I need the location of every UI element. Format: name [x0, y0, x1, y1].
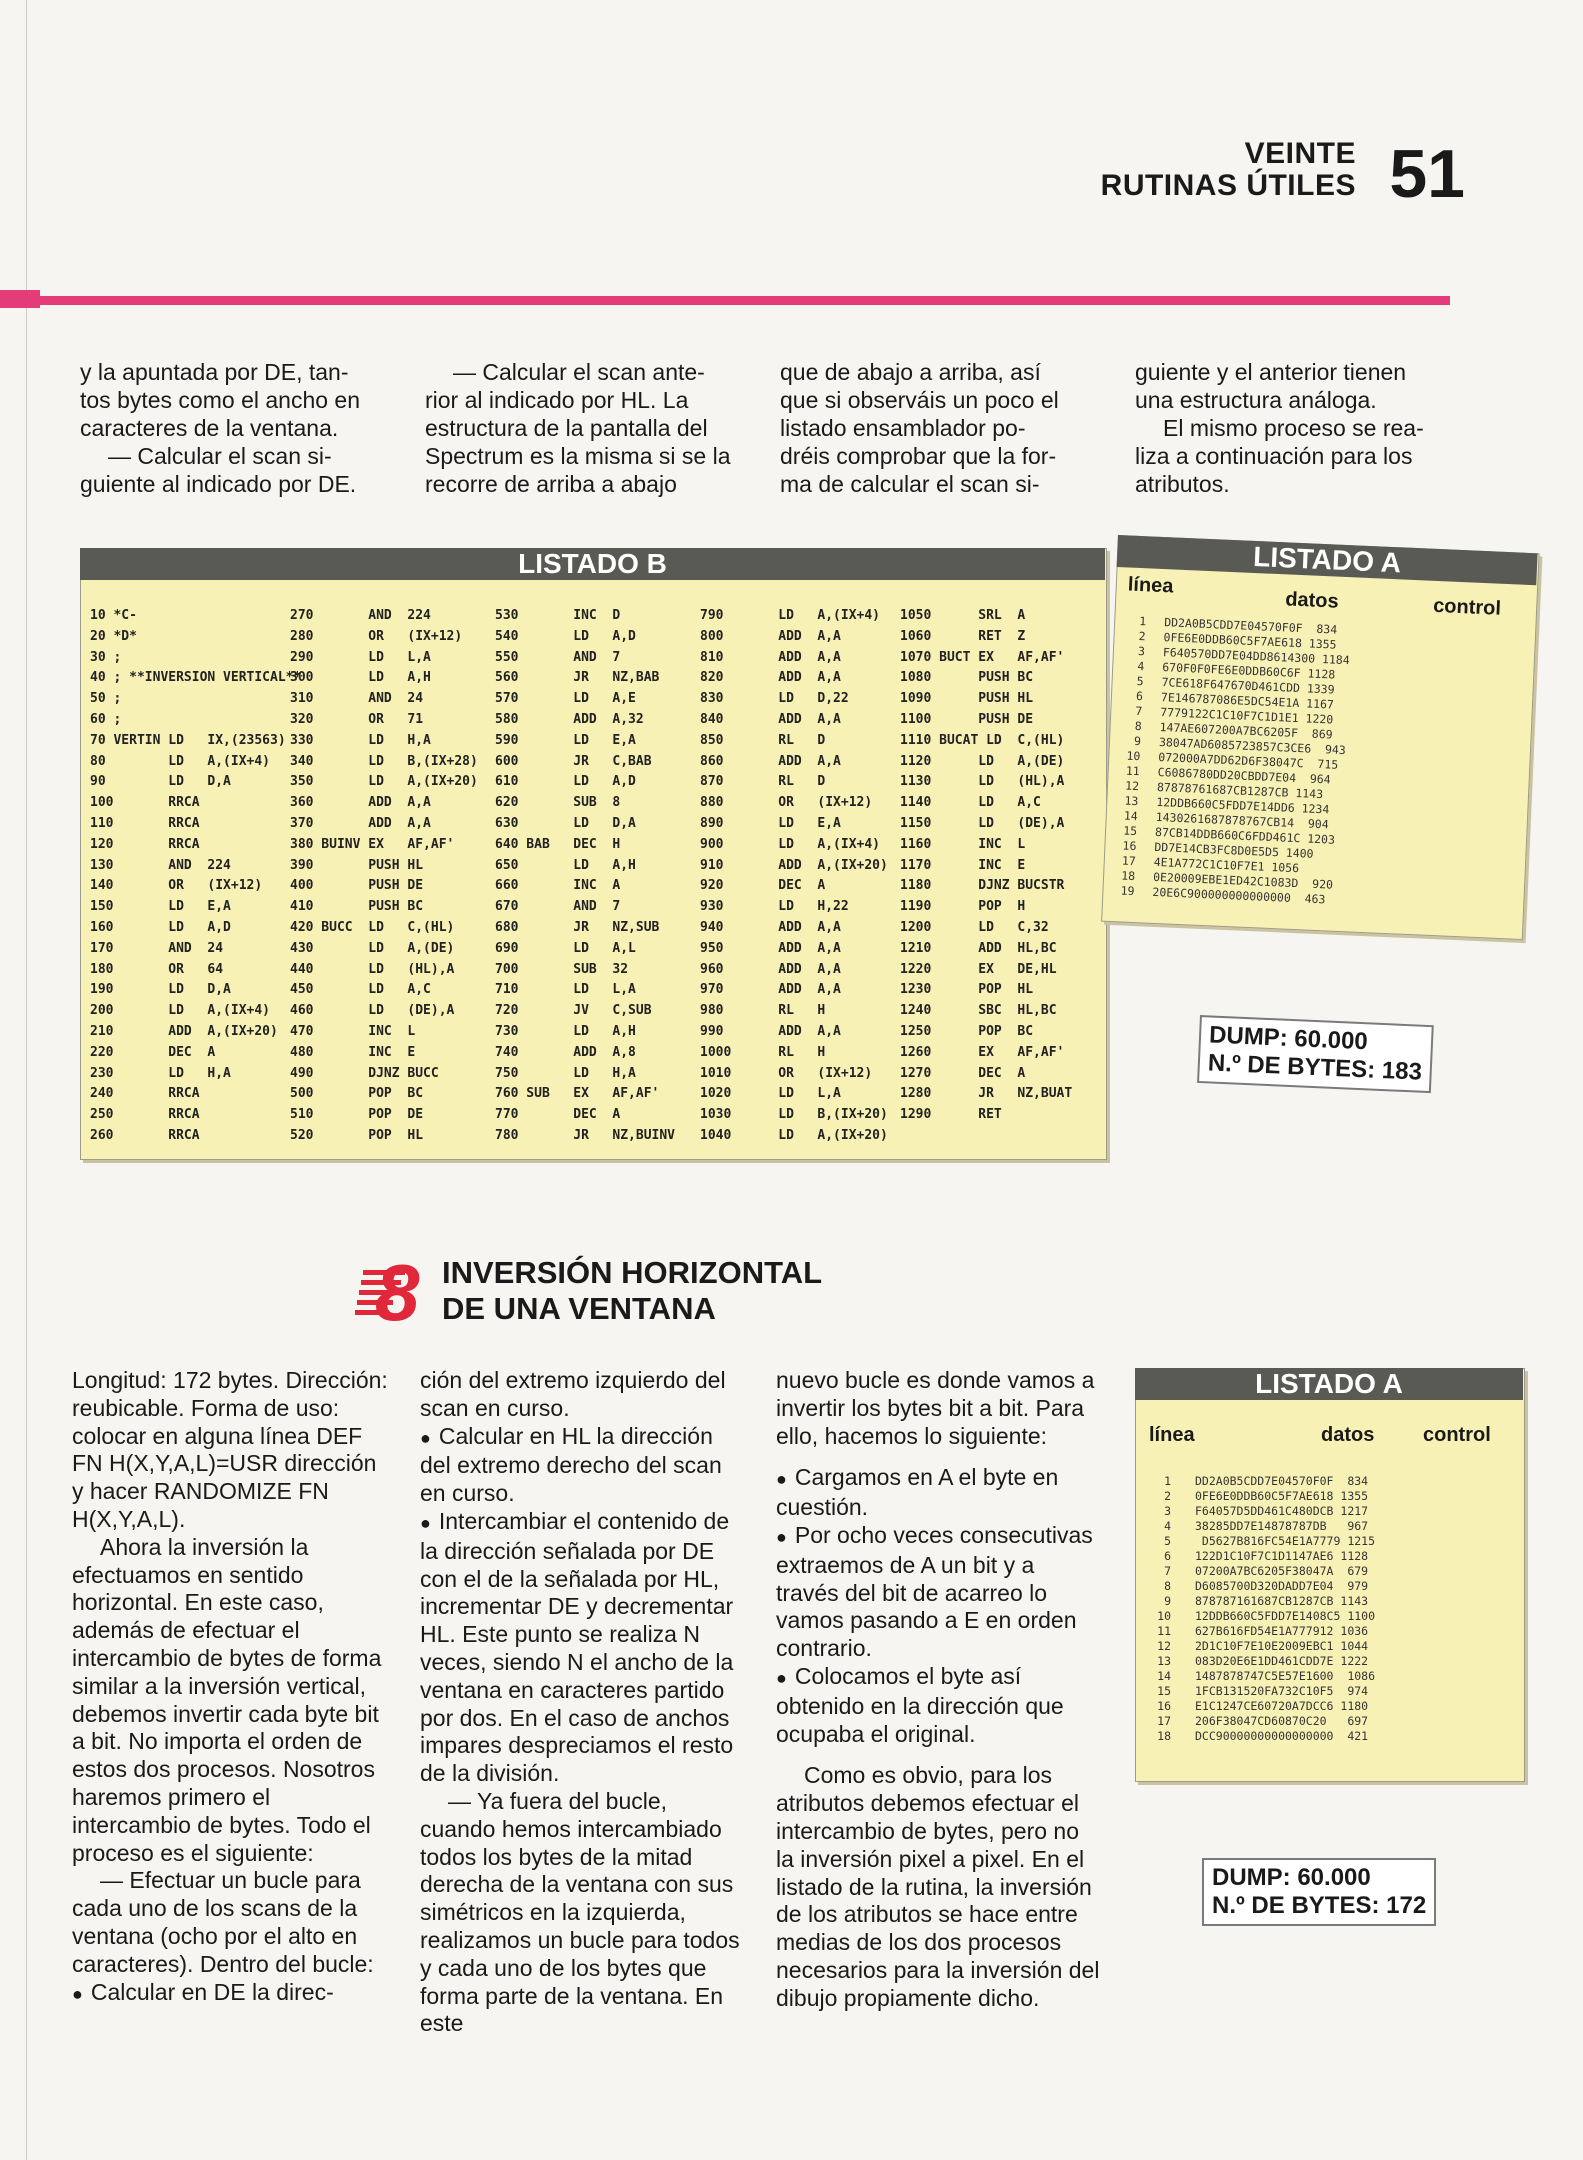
- line-number: 6: [1135, 688, 1144, 704]
- listing-a-bottom-title: LISTADO A: [1135, 1368, 1523, 1400]
- section-title-line-2: DE UNA VENTANA: [442, 1291, 716, 1326]
- line-number: 15: [1122, 823, 1138, 839]
- body-column-1: [72, 1367, 390, 2008]
- line-number: 17: [1157, 1714, 1171, 1728]
- page-margin: [0, 0, 27, 2160]
- listing-b-column-1: 10 *C- 20 *D* 30 ; 40 ; **INVERSION VERTICAL** 50 ; 60 ; 70 VERTIN LD IX,(23563) 80 LD A,(IX+4) 90 LD D,A 100 RRCA 110 RRCA 120 RRCA 130 AND 224 140 OR (IX+12) 150 LD E,A 160 LD A,D 170 AND 24 180 OR 64 190 LD D,A 200 LD A,(IX+4) 210 ADD A,(IX+20) 220 DEC A 230 LD H,A 240 RRCA 250 RRCA 260 RRCA: [90, 608, 302, 1143]
- line-number: 5: [1136, 673, 1144, 689]
- column-header-data: datos: [1321, 1424, 1375, 1446]
- bytes-label: N.º DE BYTES: 172: [1212, 1892, 1427, 1919]
- dump-label: DUMP: 60.000: [1208, 1021, 1369, 1056]
- line-number: 12: [1157, 1639, 1171, 1653]
- body-column-3: [776, 1367, 1101, 2013]
- page-number: 51: [1389, 136, 1465, 212]
- text-line: listado ensamblador po-: [780, 415, 1026, 441]
- body-column-2: [420, 1367, 745, 2038]
- text-line: — Calcular el scan si-: [108, 443, 332, 469]
- line-number: 11: [1157, 1624, 1171, 1638]
- line-number: 16: [1122, 838, 1137, 854]
- listing-a-bottom-card: [1135, 1368, 1523, 1780]
- text-line: estructura de la pantalla del: [425, 415, 708, 441]
- running-header: [1101, 138, 1356, 202]
- column-header-line: línea: [1149, 1424, 1195, 1446]
- line-number: 4: [1164, 1519, 1171, 1533]
- text-line: tos bytes como el ancho en: [80, 387, 360, 413]
- text-line: caracteres de la ventana.: [80, 415, 339, 441]
- line-number: 2: [1138, 629, 1146, 644]
- listing-a-top-data: DD2A0B5CDD7E04570F0F 834 0FE6E0DDB60C5F7AE618 1355 F640570DD7E04DD8614300 1184 670F0F0FE6E0DDB60C6F 1128 7CE618F647670D461CDD 1339 7E146787086E5DC54E1A 1167 7779122C1C10F7C1D1E1 1220 147AE607200A7BC6205F 869 38047AD6085723857C3CE6 943 072000A7DD62D6F38047C 715 C6086780DD20CBDD7E04 964 87878761687CB1287CB 1143 12DDB660C5FDD7E14DD6 1234 1430261687878767CB14 904 87CB14DDB660C6FDD461C 1203 DD7E14CB3FC8D0E5D5 1400 4E1A772C1C10F7E1 1056 0E20009EBE1ED42C1083D 920 20E6C900000000000000 463: [1152, 615, 1351, 907]
- line-number: 7: [1135, 703, 1143, 719]
- line-number: 5: [1164, 1534, 1171, 1548]
- line-number: 4: [1137, 658, 1145, 674]
- line-number: 6: [1164, 1549, 1171, 1563]
- paragraph: — Ya fuera del bucle, cuando hemos intercambiado todos los bytes de la mitad derecha de la ventana con sus simétricos en la izquierda, realizamos un bucle para todos y cada uno de los bytes que forma parte de la ventana. En este: [420, 1787, 740, 2037]
- text-line: atributos.: [1135, 471, 1230, 497]
- line-number: 13: [1157, 1654, 1171, 1668]
- text-line: liza a continuación para los: [1135, 443, 1413, 469]
- text-line: El mismo proceso se rea-: [1163, 415, 1424, 441]
- text-line: y la apuntada por DE, tan-: [80, 359, 349, 385]
- line-number: 18: [1120, 868, 1136, 884]
- line-number: 14: [1157, 1669, 1171, 1683]
- dump-label: DUMP: 60.000: [1212, 1864, 1371, 1891]
- listing-b-title: LISTADO B: [80, 548, 1105, 580]
- line-number: 1: [1139, 614, 1147, 629]
- text-line: Spectrum es la misma si se la: [425, 443, 731, 469]
- text-line: recorre de arriba a abajo: [425, 471, 677, 497]
- paragraph: Como es obvio, para los atributos debemos efectuar el intercambio de bytes, pero no la inversión pixel a pixel. En el listado de la rutina, la inversión de los atributos se hace entre medias de los dos procesos necesarios para la inversión del dibujo propiamente dicho.: [776, 1762, 1100, 2011]
- dump-box-bottom: [1202, 1858, 1436, 1926]
- listing-a-top-card: [1101, 535, 1537, 938]
- text-line: guiente y el anterior tienen: [1135, 359, 1407, 385]
- margin-tab: [0, 290, 40, 308]
- text-line: que de abajo a arriba, así: [780, 359, 1041, 385]
- text-line: guiente al indicado por DE.: [80, 471, 357, 497]
- listing-b-column-2: 270 AND 224 280 OR (IX+12) 290 LD L,A 300 LD A,H 310 AND 24 320 OR 71 330 LD H,A 340 LD B,(IX+28) 350 LD A,(IX+20) 360 ADD A,A 370 ADD A,A 380 BUINV EX AF,AF' 390 PUSH HL 400 PUSH DE 410 PUSH BC 420 BUCC LD C,(HL) 430 LD A,(DE) 440 LD (HL),A 450 LD A,C 460 LD (DE),A 470 INC L 480 INC E 490 DJNZ BUCC 500 POP BC 510 POP DE 520 POP HL: [290, 608, 478, 1143]
- line-number: 9: [1133, 733, 1142, 749]
- line-number: 15: [1157, 1684, 1171, 1698]
- header-line-1: VEINTE: [1244, 137, 1356, 170]
- section-title: [442, 1255, 822, 1327]
- listing-a-top-title: LISTADO A: [1117, 535, 1538, 585]
- bullet-item: ● Por ocho veces consecutivas extraemos de A un bit y a través del bit de acarreo lo vamos pasando a E en orden contrario.: [776, 1522, 1101, 1663]
- line-number: 3: [1137, 643, 1146, 659]
- top-column-3: [780, 358, 1105, 498]
- bullet-item: ● Intercambiar el contenido de la dirección señalada por DE con el de la señalada por HL, incrementar DE y decrementar HL. Este punto se realiza N veces, siendo N el ancho de la ventana en caracteres partido por dos. En el caso de anchos impares despreciamos el resto de la división.: [420, 1508, 745, 1788]
- section-title-line-1: INVERSIÓN HORIZONTAL: [442, 1255, 823, 1290]
- listing-b-column-5: 1050 SRL A 1060 RET Z 1070 BUCT EX AF,AF' 1080 PUSH BC 1090 PUSH HL 1100 PUSH DE 1110 BUCAT LD C,(HL) 1120 LD A,(DE) 1130 LD (HL),A 1140 LD A,C 1150 LD (DE),A 1160 INC L 1170 INC E 1180 DJNZ BUCSTR 1190 POP H 1200 LD C,32 1210 ADD HL,BC 1220 EX DE,HL 1230 POP HL 1240 SBC HL,BC 1250 POP BC 1260 EX AF,AF' 1270 DEC A 1280 JR NZ,BUAT 1290 RET: [900, 608, 1073, 1123]
- line-number: 16: [1157, 1699, 1171, 1713]
- line-number: 14: [1123, 808, 1139, 824]
- bullet-item: ● Cargamos en A el byte en cuestión.: [776, 1464, 1101, 1522]
- paragraph: ción del extremo izquierdo del scan en curso.: [420, 1367, 726, 1421]
- bytes-label: N.º DE BYTES: 183: [1207, 1049, 1423, 1086]
- line-number: 10: [1157, 1609, 1171, 1623]
- line-number: 1: [1164, 1474, 1171, 1488]
- header-rule: [0, 296, 1450, 305]
- line-number: 18: [1157, 1729, 1171, 1743]
- text-line: ma de calcular el scan si-: [780, 471, 1040, 497]
- routine-specs: Longitud: 172 bytes. Dirección: reubicable. Forma de uso: colocar en alguna línea DEF FN H(X,Y,A,L)=USR dirección y hacer RANDOMIZE FN H(X,Y,A,L).: [72, 1367, 388, 1532]
- line-number: 13: [1124, 793, 1139, 809]
- column-header-line: línea: [1127, 573, 1174, 598]
- section-number: 8: [375, 1250, 420, 1330]
- header-line-2: RUTINAS ÚTILES: [1100, 169, 1356, 202]
- line-number: 3: [1164, 1504, 1171, 1518]
- bullet-item: ● Colocamos el byte así obtenido en la dirección que ocupaba el original.: [776, 1663, 1101, 1748]
- text-line: rior al indicado por HL. La: [425, 387, 689, 413]
- listing-b-column-3: 530 INC D 540 LD A,D 550 AND 7 560 JR NZ,BAB 570 LD A,E 580 ADD A,32 590 LD E,A 600 JR C,BAB 610 LD A,D 620 SUB 8 630 LD D,A 640 BAB DEC H 650 LD A,H 660 INC A 670 AND 7 680 JR NZ,SUB 690 LD A,L 700 SUB 32 710 LD L,A 720 JV C,SUB 730 LD A,H 740 ADD A,8 750 LD H,A 760 SUB EX AF,AF' 770 DEC A 780 JR NZ,BUINV: [495, 608, 676, 1143]
- bullet-item: ● Calcular en DE la direc-: [72, 1979, 390, 2009]
- line-number: 9: [1164, 1594, 1171, 1608]
- line-number: 19: [1120, 883, 1135, 899]
- line-number: 7: [1164, 1564, 1171, 1578]
- top-column-4: [1135, 358, 1460, 498]
- line-number: 10: [1126, 748, 1141, 764]
- text-line: — Calcular el scan ante-: [453, 359, 705, 385]
- listing-a-bottom-line-numbers: [1149, 1474, 1171, 1744]
- paragraph: — Efectuar un bucle para cada uno de los scans de la ventana (ocho por el alto en caracteres). Dentro del bucle:: [72, 1867, 374, 1977]
- bullet-item: ● Calcular en HL la dirección del extremo derecho del scan en curso.: [420, 1423, 745, 1508]
- line-number: 2: [1164, 1489, 1171, 1503]
- column-header-data: datos: [1284, 588, 1340, 613]
- section-number-badge: [355, 1250, 435, 1330]
- top-column-1: [80, 358, 398, 498]
- dump-box-top: [1197, 1015, 1434, 1093]
- top-column-2: [425, 358, 750, 498]
- line-number: 8: [1134, 718, 1142, 734]
- text-line: dréis comprobar que la for-: [780, 443, 1057, 469]
- column-header-control: control: [1432, 594, 1502, 620]
- listing-b-column-4: 790 LD A,(IX+4) 800 ADD A,A 810 ADD A,A 820 ADD A,A 830 LD D,22 840 ADD A,A 850 RL D 860 ADD A,A 870 RL D 880 OR (IX+12) 890 LD E,A 900 LD A,(IX+4) 910 ADD A,(IX+20) 920 DEC A 930 LD H,22 940 ADD A,A 950 ADD A,A 960 ADD A,A 970 ADD A,A 980 RL H 990 ADD A,A 1000 RL H 1010 OR (IX+12) 1020 LD L,A 1030 LD B,(IX+20) 1040 LD A,(IX+20): [700, 608, 888, 1143]
- text-line: que si observáis un poco el: [780, 387, 1059, 413]
- line-number: 11: [1125, 763, 1141, 779]
- line-number: 8: [1164, 1579, 1171, 1593]
- listing-a-bottom-data: DD2A0B5CDD7E04570F0F 834 0FE6E0DDB60C5F7AE618 1355 F64057D5DD461C480DCB 1217 38285DD7E14878787DB 967 D5627B816FC54E1A7779 1215 122D1C10F7C1D1147AE6 1128 07200A7BC6205F38047A 679 D6085700D320DADD7E04 979 878787161687CB1287CB 1143 12DDB660C5FDD7E1408C5 1100 627B616FD54E1A777912 1036 2D1C10F7E10E2009EBC1 1044 083D20E6E1DD461CDD7E 1222 1487878747C5E57E1600 1086 1FCB131520FA732C10F5 974 E1C1247CE60720A7DCC6 1180 206F38047CD60870C20 697 DCC90000000000000000 421: [1195, 1474, 1376, 1743]
- paragraph: nuevo bucle es donde vamos a invertir los bytes bit a bit. Para ello, hacemos lo siguiente:: [776, 1367, 1095, 1449]
- text-line: una estructura análoga.: [1135, 387, 1377, 413]
- column-header-control: control: [1423, 1424, 1491, 1446]
- line-number: 17: [1121, 853, 1137, 869]
- paragraph: Ahora la inversión la efectuamos en sentido horizontal. En este caso, además de efectuar el intercambio de bytes de forma similar a la inversión vertical, debemos invertir cada byte bit a bit. No importa el orden de estos dos procesos. Nosotros haremos primero el intercambio de bytes. Todo el proceso es el siguiente:: [72, 1533, 382, 1866]
- line-number: 12: [1124, 778, 1140, 794]
